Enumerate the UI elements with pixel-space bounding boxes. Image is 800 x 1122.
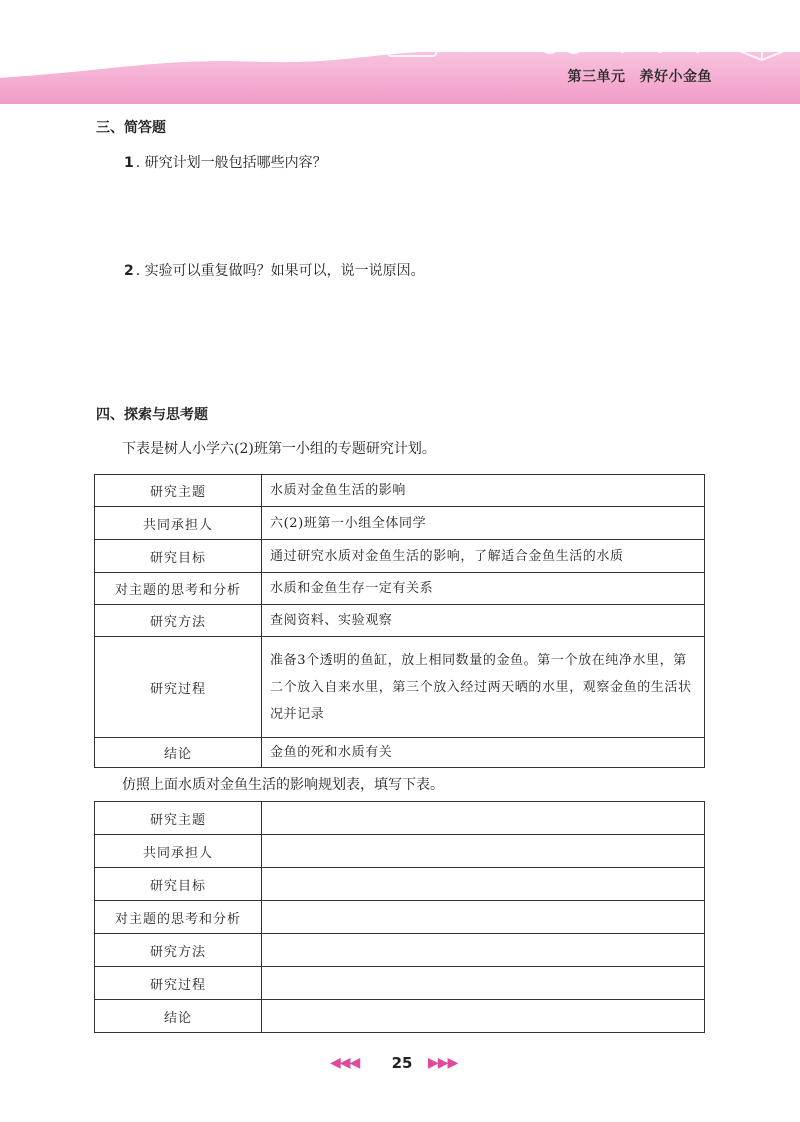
table-row bbox=[95, 605, 705, 637]
answer-cell[interactable] bbox=[262, 1000, 705, 1033]
row-value: 查阅资料、实验观察 bbox=[262, 605, 705, 637]
open-book-icon bbox=[622, 25, 698, 52]
question-2-number: 2 bbox=[124, 263, 134, 279]
globe-icon bbox=[14, 8, 66, 60]
banner-background bbox=[0, 0, 800, 104]
answer-cell[interactable] bbox=[262, 934, 705, 967]
table-instruction: 仿照上面水质对金鱼生活的影响规划表，填写下表。 bbox=[122, 777, 444, 793]
row-label: 研究目标 bbox=[95, 868, 262, 901]
question-2 bbox=[124, 260, 425, 280]
row-label: 研究过程 bbox=[95, 637, 262, 738]
alarm-clock-icon bbox=[312, 21, 348, 56]
cube-icon bbox=[742, 22, 782, 60]
table-row bbox=[95, 738, 705, 768]
next-arrows-icon: ▶▶▶ bbox=[428, 1055, 458, 1071]
research-plan-table bbox=[94, 474, 705, 768]
row-value: 准备3个透明的鱼缸，放上相同数量的金鱼。第一个放在纯净水里，第二个放入自来水里，第三个放入经过两天晒的水里，观察金鱼的生活状况并记录 bbox=[262, 637, 705, 738]
table-row bbox=[95, 540, 705, 573]
row-label: 对主题的思考和分析 bbox=[95, 901, 262, 934]
row-label: 研究主题 bbox=[95, 802, 262, 835]
unit-title bbox=[568, 66, 713, 86]
book-icon bbox=[148, 18, 196, 58]
table-row bbox=[95, 802, 705, 835]
row-label: 共同承担人 bbox=[95, 835, 262, 868]
question-2-text: . 实验可以重复做吗？如果可以，说一说原因。 bbox=[135, 263, 425, 279]
row-label: 结论 bbox=[95, 1000, 262, 1033]
table-row bbox=[95, 1000, 705, 1033]
row-value: 水质对金鱼生活的影响 bbox=[262, 475, 705, 507]
answer-cell[interactable] bbox=[262, 802, 705, 835]
table-row bbox=[95, 868, 705, 901]
blank-plan-table bbox=[94, 801, 705, 1033]
row-label: 研究目标 bbox=[95, 540, 262, 573]
row-value: 通过研究水质对金鱼生活的影响，了解适合金鱼生活的水质 bbox=[262, 540, 705, 573]
answer-cell[interactable] bbox=[262, 901, 705, 934]
page-footer bbox=[0, 1052, 800, 1076]
table-row bbox=[95, 967, 705, 1000]
row-label: 对主题的思考和分析 bbox=[95, 573, 262, 605]
section-3-heading: 三、简答题 bbox=[96, 120, 166, 136]
row-label: 研究过程 bbox=[95, 967, 262, 1000]
row-label: 研究主题 bbox=[95, 475, 262, 507]
answer-cell[interactable] bbox=[262, 835, 705, 868]
unit-label: 第三单元 bbox=[567, 69, 626, 85]
table-row bbox=[95, 573, 705, 605]
table-intro: 下表是树人小学六(2)班第一小组的专题研究计划。 bbox=[122, 441, 436, 457]
briefcase-icon bbox=[388, 16, 436, 56]
header-banner bbox=[0, 0, 800, 104]
row-label: 共同承担人 bbox=[95, 507, 262, 540]
row-value: 水质和金鱼生存一定有关系 bbox=[262, 573, 705, 605]
magnifier-icon bbox=[468, 14, 500, 52]
table-row bbox=[95, 637, 705, 738]
table-row bbox=[95, 934, 705, 967]
row-label: 研究方法 bbox=[95, 934, 262, 967]
compass-icon bbox=[92, 10, 118, 58]
row-label: 研究方法 bbox=[95, 605, 262, 637]
answer-cell[interactable] bbox=[262, 967, 705, 1000]
row-value: 金鱼的死和水质有关 bbox=[262, 738, 705, 768]
prev-arrows-icon: ◀◀◀ bbox=[330, 1055, 360, 1071]
table-row bbox=[95, 835, 705, 868]
table-row bbox=[95, 901, 705, 934]
question-1-text: . 研究计划一般包括哪些内容？ bbox=[135, 155, 327, 171]
lesson-label: 养好小金鱼 bbox=[639, 69, 712, 85]
question-1 bbox=[124, 152, 327, 172]
answer-cell[interactable] bbox=[262, 868, 705, 901]
page-number: 25 bbox=[391, 1054, 413, 1072]
table-row bbox=[95, 507, 705, 540]
row-value: 六(2)班第一小组全体同学 bbox=[262, 507, 705, 540]
table-row bbox=[95, 475, 705, 507]
glasses-icon bbox=[541, 35, 583, 53]
question-1-number: 1 bbox=[124, 155, 134, 171]
row-label: 结论 bbox=[95, 738, 262, 768]
section-4-heading: 四、探索与思考题 bbox=[96, 407, 208, 423]
